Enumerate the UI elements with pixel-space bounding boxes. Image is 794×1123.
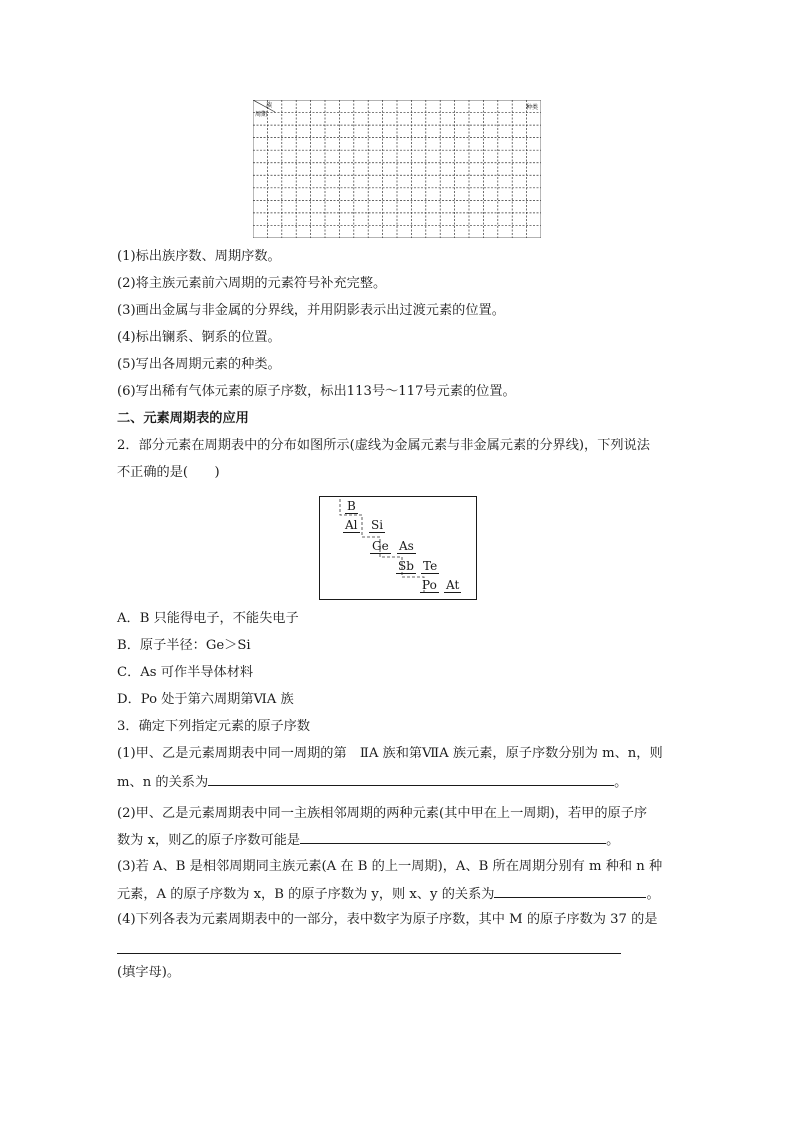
corner-period-label: 周期 [255, 111, 268, 118]
element-b: B [347, 499, 356, 513]
element-al: Al [345, 518, 358, 532]
task-5: (5)写出各周期元素的种类。 [117, 357, 281, 372]
q3-part1-end: 。 [614, 775, 628, 790]
q3-part3-answer-blank[interactable] [494, 884, 646, 898]
q2-option-c: C．As 可作半导体材料 [117, 665, 254, 680]
element-ge: Ge [372, 539, 389, 553]
element-te: Te [423, 559, 438, 573]
task-6: (6)写出稀有气体元素的原子序数，标出113号～117号元素的位置。 [117, 384, 516, 399]
corner-group-label: 族 [266, 102, 273, 109]
element-as: As [399, 539, 414, 553]
element-boundary-diagram [319, 496, 477, 600]
task-3: (3)画出金属与非金属的分界线，并用阴影表示出过渡元素的位置。 [117, 303, 505, 318]
element-sb: Sb [398, 559, 414, 573]
q2-option-a: A．B 只能得电子，不能失电子 [117, 611, 299, 626]
q2-stem-line1: 2．部分元素在周期表中的分布如图所示(虚线为金属元素与非金属元素的分界线)，下列说法 [117, 438, 650, 453]
task-4: (4)标出镧系、锕系的位置。 [117, 330, 281, 345]
q3-part2-prompt: 数为 x，则乙的原子序数可能是 [117, 833, 301, 848]
count-header-label: 种类 [526, 104, 539, 111]
element-at: At [446, 578, 460, 592]
q3-part1-line2 [117, 772, 627, 792]
q3-part4-line1: (4)下列各表为元素周期表中的一部分，表中数字为原子序数，其中 M 的原子序数为 37 的是 [117, 912, 658, 927]
q3-part1-prompt: m、n 的关系为 [117, 775, 209, 790]
q2-option-b: B．原子半径：Ge＞Si [117, 638, 251, 653]
q3-part3-line1: (3)若 A、B 是相邻周期同主族元素(A 在 B 的上一周期)，A、B 所在周期分别有 m 种和 n 种 [117, 859, 663, 874]
section-heading: 二、元素周期表的应用 [117, 411, 249, 426]
q3-part1-answer-blank[interactable] [208, 772, 614, 786]
task-1: (1)标出族序数、周期序数。 [117, 249, 281, 264]
q3-part3-line2 [117, 884, 660, 904]
blank-periodic-table-grid [253, 100, 541, 238]
element-po: Po [422, 578, 437, 592]
q3-part2-end: 。 [606, 833, 620, 848]
task-2: (2)将主族元素前六周期的元素符号补充完整。 [117, 276, 387, 291]
q2-stem-line2: 不正确的是( ) [117, 465, 220, 480]
q3-part3-end: 。 [646, 887, 660, 902]
q2-option-d: D．Po 处于第六周期第ⅥA 族 [117, 692, 294, 707]
q3-part1-line1: (1)甲、乙是元素周期表中同一周期的第 ⅡA 族和第ⅦA 族元素，原子序数分别为 m、n，则 [117, 746, 663, 761]
q3-part3-prompt: 元素，A 的原子序数为 x，B 的原子序数为 y，则 x、y 的关系为 [117, 887, 495, 902]
q3-part2-answer-blank[interactable] [300, 830, 606, 844]
element-si: Si [371, 518, 384, 532]
q3-part2-line1: (2)甲、乙是元素周期表中同一主族相邻周期的两种元素(其中甲在上一周期)，若甲的原子序 [117, 806, 648, 821]
q3-title: 3．确定下列指定元素的原子序数 [117, 719, 311, 734]
q3-part2-line2 [117, 830, 619, 850]
q3-part4-answer-blank[interactable] [117, 940, 621, 960]
q3-part4-line3: (填字母)。 [117, 965, 181, 980]
